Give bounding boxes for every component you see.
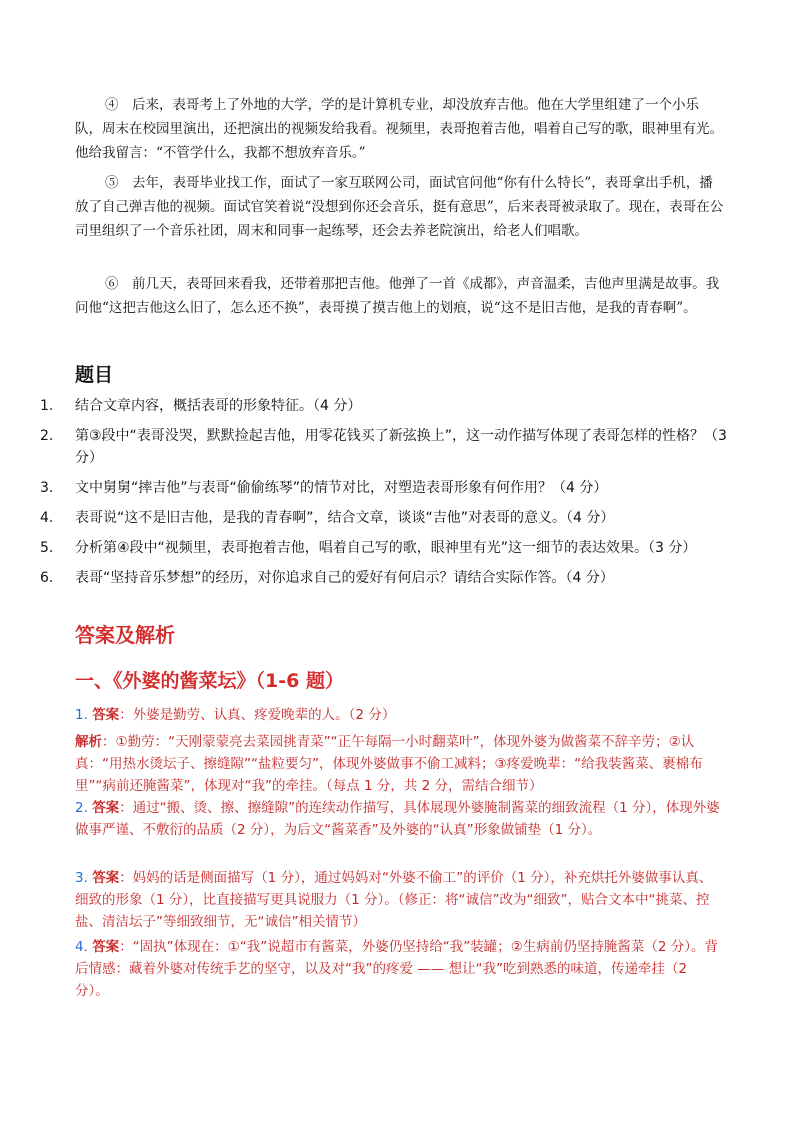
answer-2 xyxy=(75,797,725,841)
question-number: 5. xyxy=(40,540,54,556)
analysis-label: 解析 xyxy=(75,734,102,750)
analysis-text: ：①勤劳：“天刚蒙蒙亮去菜园挑青菜”“正午每隔一小时翻菜叶”，体现外婆为做酱菜不辞辛劳；②认真：“用热水烫坛子、擦缝隙”“盐粒要匀”，体现外婆做事不偷工减料；③疼爱晚辈：“给我装酱菜、裹棉布里”“病前还腌酱菜”，体现对“我”的牵挂。（每点 1 分，共 2 分，需结合细节） xyxy=(75,734,703,794)
answer-text: ：外婆是勤劳、认真、疼爱晚辈的人。（2 分） xyxy=(119,707,396,723)
question-item xyxy=(40,395,730,417)
story-paragraph-6: ⑥ 前几天，表哥回来看我，还带着那把吉他。他弹了一首《成都》，声音温柔，吉他声里满是故事。我问他“这把吉他这么旧了，怎么还不换”，表哥摸了摸吉他上的划痕，说“这不是旧吉他，是我的青春啊”。 xyxy=(75,276,720,316)
question-item xyxy=(40,425,730,469)
story-paragraph-4: ④ 后来，表哥考上了外地的大学，学的是计算机专业，却没放弃吉他。他在大学里组建了一个小乐队，周末在校园里演出，还把演出的视频发给我看。视频里，表哥抱着吉他，唱着自己写的歌，眼神里有光。他给我留言：“不管学什么，我都不想放弃音乐。” xyxy=(75,97,723,161)
answer-label: 答案 xyxy=(92,800,120,816)
story-paragraph-5: ⑤ 去年，表哥毕业找工作，面试了一家互联网公司，面试官问他“你有什么特长”，表哥拿出手机，播放了自己弹吉他的视频。面试官笑着说“没想到你还会音乐，挺有意思”，后来表哥被录取了。现在，表哥在公司里组织了一个音乐社团，周末和同事一起练琴，还会去养老院演出，给老人们唱歌。 xyxy=(75,175,724,239)
question-text: 表哥“坚持音乐梦想”的经历，对你追求自己的爱好有何启示？请结合实际作答。（4 分） xyxy=(75,570,614,586)
answer-number: 4. xyxy=(75,939,88,955)
answer-text: ：妈妈的话是侧面描写（1 分），通过妈妈对“外婆不偷工”的评价（1 分），补充烘托外婆做事认真、细致的形象（1 分），比直接描写更具说服力（1 分）。（修正：将“诚信”改为“细致”，贴合文本中“挑菜、控盐、清洁坛子”等细致细节，无“诚信”相关情节） xyxy=(75,870,713,930)
question-text: 第③段中“表哥没哭，默默捡起吉他，用零花钱买了新弦换上”，这一动作描写体现了表哥怎样的性格？（3 分） xyxy=(75,428,727,466)
question-number: 1. xyxy=(40,398,54,414)
question-text: 表哥说“这不是旧吉他，是我的青春啊”，结合文章，谈谈“吉他”对表哥的意义。（4 分） xyxy=(75,510,615,526)
question-text: 结合文章内容，概括表哥的形象特征。（4 分） xyxy=(75,398,362,414)
answer-1-analysis xyxy=(75,731,725,797)
answers-heading: 答案及解析 xyxy=(75,623,175,647)
answer-number: 2. xyxy=(75,800,88,816)
questions-heading: 题目 xyxy=(75,364,114,386)
answer-4 xyxy=(75,936,725,1002)
question-number: 6. xyxy=(40,570,54,586)
answer-text: ：“固执”体现在：①“我”说超市有酱菜，外婆仍坚持给“我”装罐；②生病前仍坚持腌酱菜（2 分）。背后情感：藏着外婆对传统手艺的坚守，以及对“我”的疼爱 —— 想让“我”吃到熟悉的味道，传递牵挂（2 分）。 xyxy=(75,939,718,999)
question-number: 2. xyxy=(40,428,54,444)
answer-1 xyxy=(75,704,725,726)
answer-number: 3. xyxy=(75,870,88,886)
answer-number: 1. xyxy=(75,707,88,723)
questions-list xyxy=(40,395,730,597)
answer-label: 答案 xyxy=(92,707,120,723)
answer-text: ：通过“搬、烫、擦、擦缝隙”的连续动作描写，具体展现外婆腌制酱菜的细致流程（1 分），体现外婆做事严谨、不敷衍的品质（2 分），为后文“酱菜香”及外婆的“认真”形象做铺垫（1 分）。 xyxy=(75,800,720,838)
question-number: 4. xyxy=(40,510,54,526)
answer-label: 答案 xyxy=(92,870,120,886)
answer-3 xyxy=(75,867,725,933)
question-number: 3. xyxy=(40,480,54,496)
question-item xyxy=(40,567,730,589)
question-text: 文中舅舅“摔吉他”与表哥“偷偷练琴”的情节对比，对塑造表哥形象有何作用？（4 分） xyxy=(75,480,608,496)
question-text: 分析第④段中“视频里，表哥抱着吉他，唱着自己写的歌，眼神里有光”这一细节的表达效果。（3 分） xyxy=(75,540,697,556)
answer-label: 答案 xyxy=(92,939,120,955)
question-item xyxy=(40,507,730,529)
section-heading: 一、《外婆的酱菜坛》（1-6 题） xyxy=(75,670,344,692)
question-item xyxy=(40,477,730,499)
question-item xyxy=(40,537,730,559)
